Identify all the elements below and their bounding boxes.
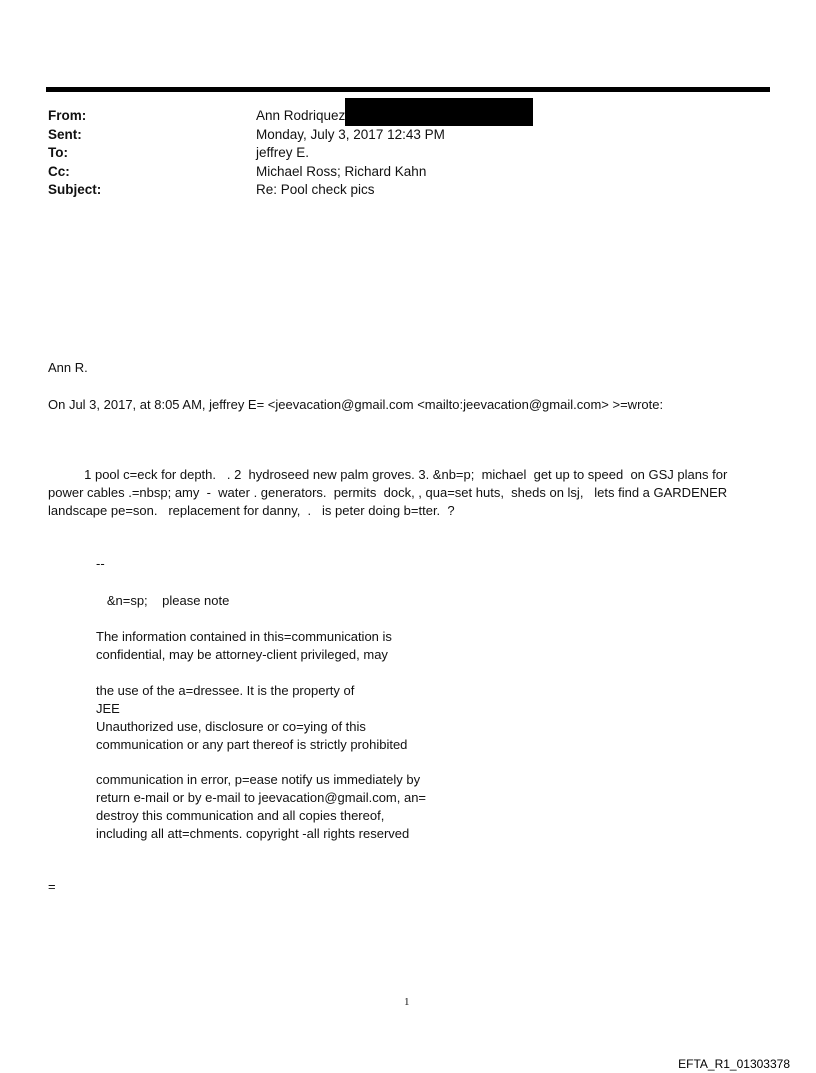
page-number: 1 xyxy=(404,996,410,1008)
cc-value: Michael Ross; Richard Kahn xyxy=(256,163,427,179)
message-line: 1 pool c=eck for depth. . 2 hydroseed new palm groves. 3. &nb=p; michael get up to speed on GSJ plans for xyxy=(48,467,728,482)
to-label: To: xyxy=(48,145,68,160)
sent-label: Sent: xyxy=(48,126,82,142)
subject-row xyxy=(48,181,748,200)
disclaimer-line: destroy this communication and all copies thereof, xyxy=(96,808,385,823)
disclaimer-line: confidential, may be attorney-client privileged, may xyxy=(96,647,388,662)
cc-row xyxy=(48,163,748,182)
redaction-box xyxy=(345,98,533,126)
message-line: landscape pe=son. replacement for danny, . is peter doing b=tter. ? xyxy=(48,503,455,518)
to-row xyxy=(48,144,748,163)
message-body xyxy=(48,466,778,520)
signature: Ann R. xyxy=(48,360,88,375)
disclaimer-line: The information contained in this=communication is xyxy=(96,629,392,644)
to-value: jeffrey E. xyxy=(256,145,310,160)
quote-header: On Jul 3, 2017, at 8:05 AM, jeffrey E= <jeevacation@gmail.com <mailto:jeevacation@gmail.com> >=wrote: xyxy=(48,397,664,412)
sent-row xyxy=(48,126,748,145)
subject-label: Subject: xyxy=(48,182,102,197)
disclaimer-line: the use of the a=dressee. It is the property of xyxy=(96,683,355,698)
from-name: Ann Rodriquez xyxy=(256,108,346,123)
disclaimer-line: return e-mail or by e-mail to jeevacation@gmail.com, an= xyxy=(96,790,427,805)
email-header xyxy=(48,107,748,200)
cc-label: Cc: xyxy=(48,163,70,179)
header-rule xyxy=(46,87,770,92)
bates-number: EFTA_R1_01303378 xyxy=(678,1057,790,1071)
from-row xyxy=(48,107,748,126)
disclaimer-line: communication or any part thereof is strictly prohibited xyxy=(96,737,408,752)
disclaimer-block-2 xyxy=(96,682,516,754)
please-note: &n=sp; please note xyxy=(96,593,230,608)
sent-value: Monday, July 3, 2017 12:43 PM xyxy=(256,126,445,142)
disclaimer-block-1 xyxy=(96,628,516,664)
trailing-equals: = xyxy=(48,879,56,894)
disclaimer-line: communication in error, p=ease notify us immediately by xyxy=(96,772,421,787)
message-line: power cables .=nbsp; amy - water . generators. permits dock, , qua=set huts, sheds on lsj, lets find a GARDENER xyxy=(48,485,728,500)
disclaimer-line: including all att=chments. copyright -all rights reserved xyxy=(96,826,410,841)
disclaimer-block-3 xyxy=(96,771,516,843)
from-label: From: xyxy=(48,108,87,123)
from-value xyxy=(256,107,748,126)
dashes: -- xyxy=(96,556,105,571)
disclaimer-line: JEE xyxy=(96,701,120,716)
disclaimer-line: Unauthorized use, disclosure or co=ying of this xyxy=(96,719,366,734)
subject-value: Re: Pool check pics xyxy=(256,182,375,197)
